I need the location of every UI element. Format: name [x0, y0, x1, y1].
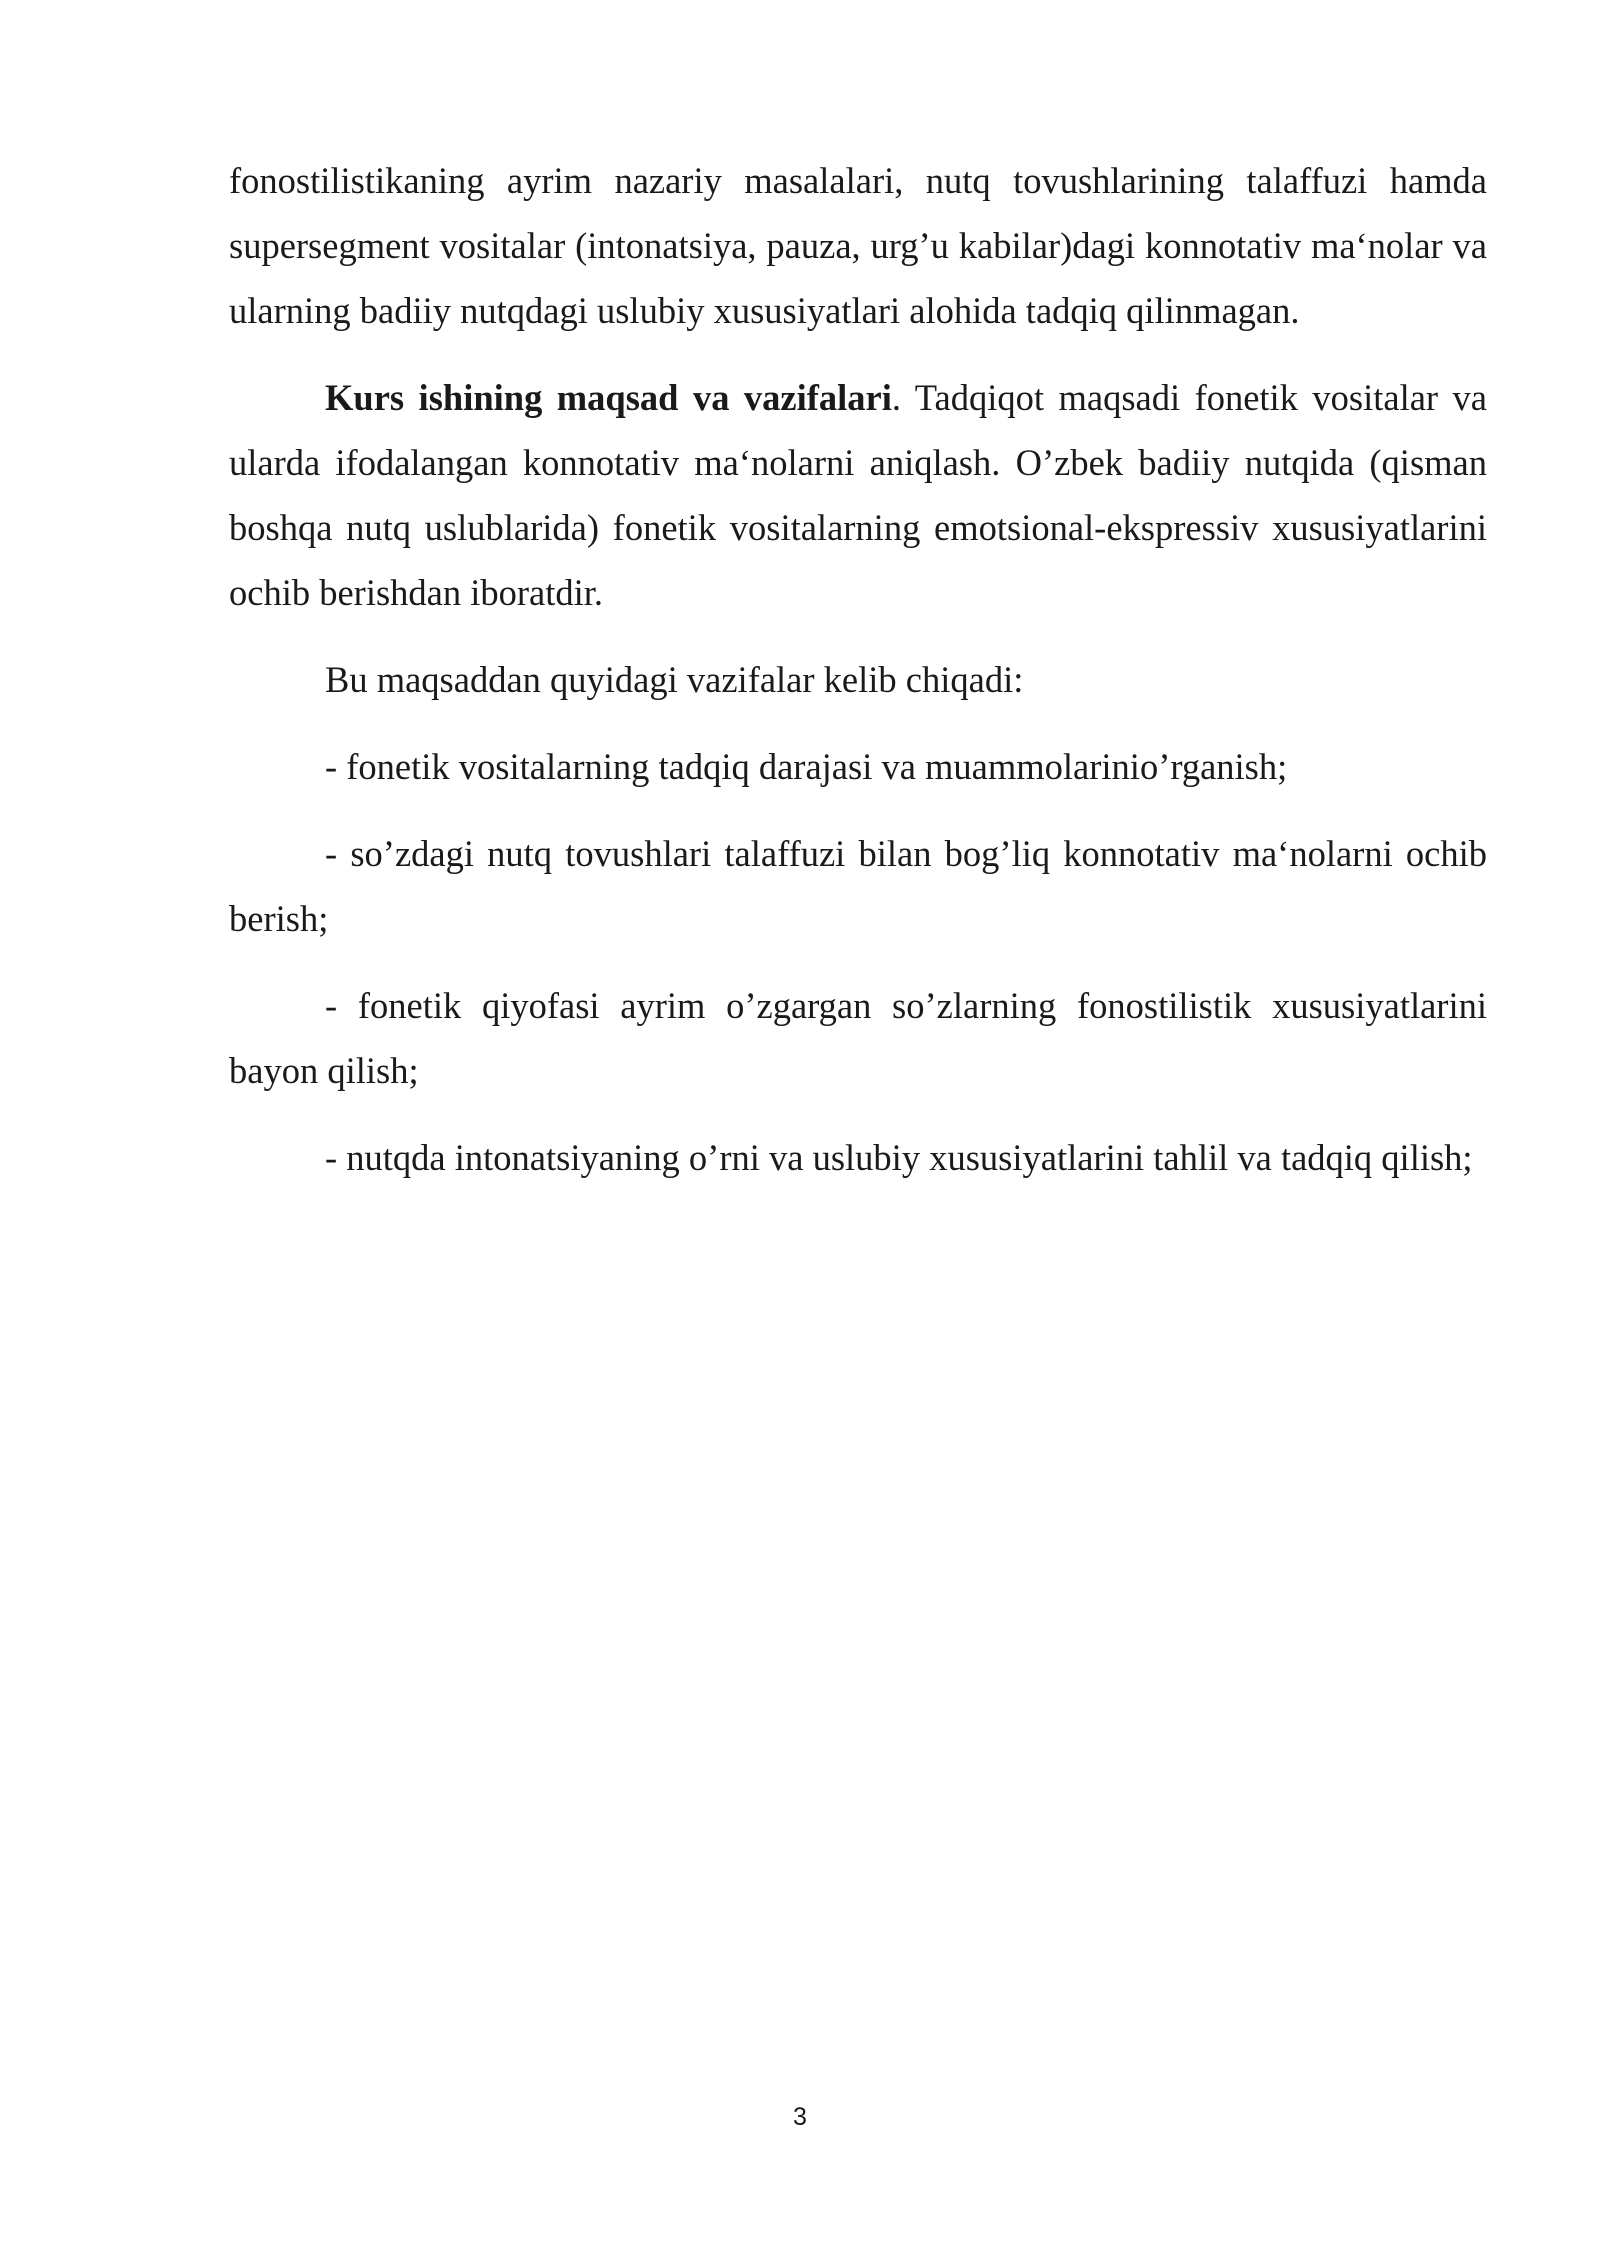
- paragraph-intro: fonostilistikaning ayrim nazariy masalalari, nutq tovushlarining talaffuzi hamda supersegment vositalar (intonatsiya, pauza, urg’u kabilar)dagi konnotativ ma‘nolar va ularning badiiy nutqdagi uslubiy xususiyatlari alohida tadqiq qilinmagan.: [229, 160, 1487, 331]
- paragraph-goals-text: . Tadqiqot maqsadi fonetik vositalar va ularda ifodalangan konnotativ ma‘nolarni aniqlash. O’zbek badiiy nutqida (qisman boshqa nutq uslublarida) fonetik vositalarning emotsional-ekspressiv xususiyatlarini ochib berishdan iboratdir.: [229, 377, 1487, 613]
- list-item-task-2: - so’zdagi nutq tovushlari talaffuzi bilan bog’liq konnotativ ma‘nolarni ochib berish;: [229, 833, 1487, 939]
- body-text: [229, 148, 1487, 1212]
- list-item-task-1: - fonetik vositalarning tadqiq darajasi va muammolarinio’rganish;: [325, 746, 1288, 787]
- paragraph-tasks-intro: Bu maqsaddan quyidagi vazifalar kelib chiqadi:: [325, 659, 1024, 700]
- list-item-task-3: - fonetik qiyofasi ayrim o’zgargan so’zlarning fonostilistik xususiyatlarini bayon qilish;: [229, 985, 1487, 1091]
- list-item-task-4: - nutqda intonatsiyaning o’rni va uslubiy xususiyatlarini tahlil va tadqiq qilish;: [325, 1137, 1473, 1178]
- section-heading-goals: Kurs ishining maqsad va vazifalari: [325, 377, 892, 418]
- page-number: 3: [793, 2103, 807, 2131]
- paragraph-goals: [229, 365, 1487, 625]
